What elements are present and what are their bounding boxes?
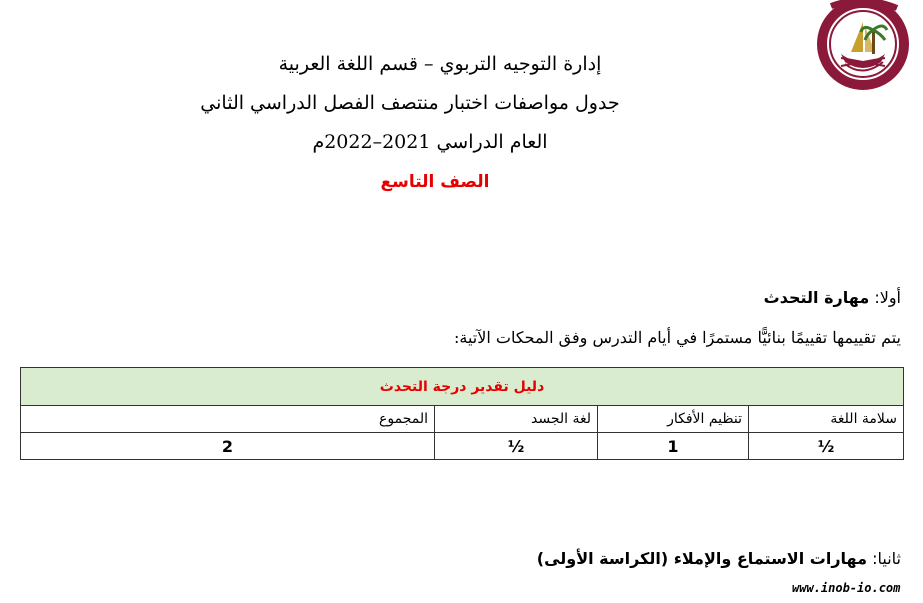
header-total: المجموع [21,406,435,433]
header-directorate: إدارة التوجيه التربوي – قسم اللغة العربية [278,53,602,75]
speaking-rubric-table [20,367,904,460]
section-two-prefix: ثانيا: [872,549,901,568]
header-exam-spec: جدول مواصفات اختبار منتصف الفصل الدراسي الثاني [200,92,620,114]
section-one-intro: يتم تقييمها تقييمًا بنائيًّا مستمرًا في أيام التدرس وفق المحكات الآتية: [453,328,901,347]
header-language-accuracy: سلامة اللغة [749,406,904,433]
table-header-row [21,406,904,433]
section-one-title [764,286,901,310]
value-total: 2 [21,433,435,460]
table-title: دليل تقدير درجة التحدث [21,368,904,406]
table-row [21,433,904,460]
section-one-name: مهارة التحدث [763,288,870,307]
section-two-title [537,547,901,571]
section-one-prefix: أولا: [874,288,901,307]
qatar-ministry-emblem-icon [801,0,919,104]
section-two-name: مهارات الاستماع والإملاء (الكراسة الأولى) [536,549,868,568]
ministry-logo [801,0,919,104]
value-idea-organization: 1 [598,433,749,460]
table-title-row [21,368,904,406]
value-body-language: ½ [435,433,598,460]
header-idea-organization: تنظيم الأفكار [598,406,749,433]
value-language-accuracy: ½ [749,433,904,460]
site-watermark: www.inob-io.com [792,581,901,595]
header-body-language: لغة الجسد [435,406,598,433]
header-academic-year: العام الدراسي 2021–2022م [312,131,548,153]
header-grade: الصف التاسع [380,172,490,192]
